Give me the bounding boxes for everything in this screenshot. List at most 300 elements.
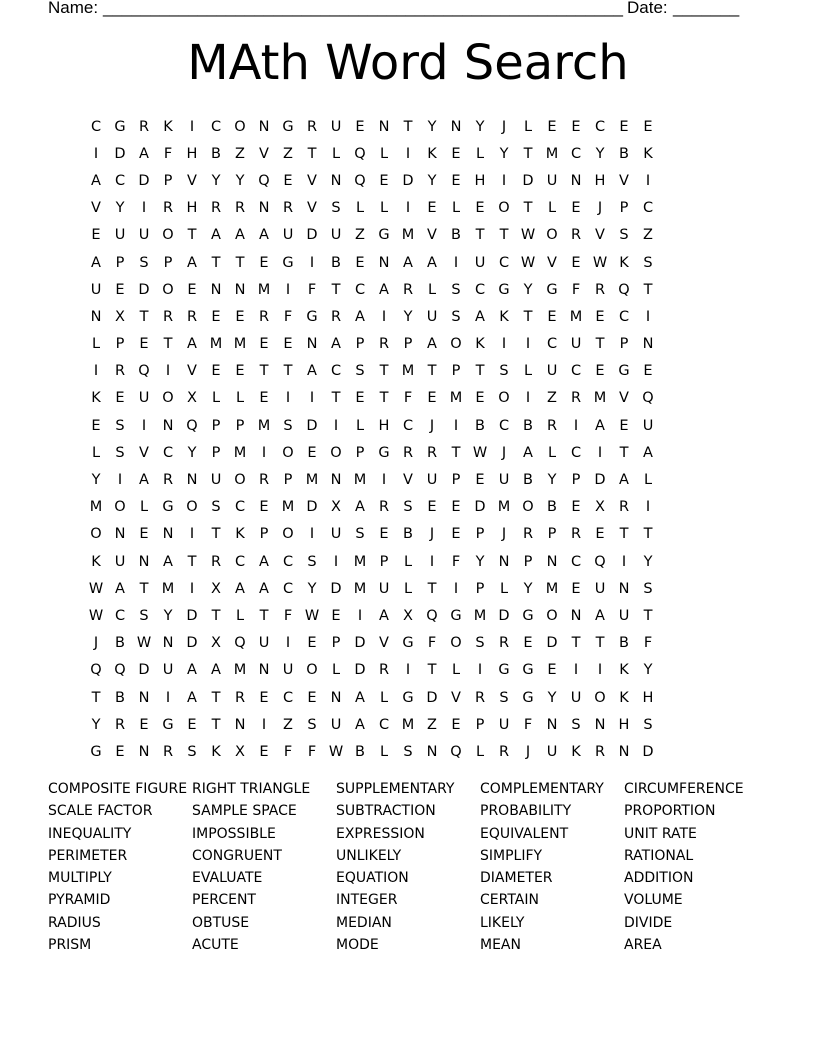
- grid-letter: T: [259, 607, 269, 624]
- grid-letter: C: [210, 118, 222, 135]
- grid-letter: C: [498, 254, 510, 271]
- grid-letter: Y: [499, 145, 509, 162]
- grid-letter: L: [139, 499, 149, 516]
- grid-letter: V: [547, 254, 557, 271]
- grid-letter: X: [187, 390, 197, 407]
- grid-letter: R: [210, 553, 222, 570]
- grid-letter: A: [235, 580, 245, 597]
- grid-letter: J: [501, 444, 507, 461]
- grid-letter: C: [330, 363, 342, 380]
- grid-letter: C: [570, 363, 582, 380]
- grid-letter: A: [595, 607, 605, 624]
- grid-letter: I: [333, 553, 339, 570]
- grid-letter: I: [405, 145, 411, 162]
- grid-letter: Y: [115, 200, 125, 217]
- grid-letter: A: [259, 580, 269, 597]
- grid-letter: U: [594, 580, 606, 597]
- grid-letter: N: [162, 417, 174, 434]
- grid-letter: E: [475, 200, 485, 217]
- grid-letter: O: [546, 607, 558, 624]
- grid-letter: R: [402, 281, 414, 298]
- grid-letter: C: [90, 118, 102, 135]
- grid-letter: L: [643, 472, 653, 489]
- grid-letter: R: [210, 200, 222, 217]
- word-item: RATIONAL: [624, 847, 694, 864]
- grid-letter: F: [571, 281, 581, 298]
- grid-letter: X: [235, 743, 245, 760]
- grid-letter: I: [93, 145, 99, 162]
- grid-letter: E: [379, 172, 389, 189]
- grid-letter: I: [453, 417, 459, 434]
- grid-letter: D: [354, 662, 366, 679]
- grid-letter: A: [355, 308, 365, 325]
- grid-letter: T: [451, 444, 461, 461]
- grid-letter: I: [501, 336, 507, 353]
- grid-letter: O: [90, 526, 102, 543]
- grid-letter: E: [451, 526, 461, 543]
- grid-letter: L: [523, 118, 533, 135]
- grid-letter: A: [403, 254, 413, 271]
- grid-letter: Q: [186, 417, 198, 434]
- grid-letter: U: [642, 417, 654, 434]
- grid-letter: R: [498, 635, 510, 652]
- grid-letter: A: [355, 499, 365, 516]
- grid-letter: H: [618, 716, 630, 733]
- grid-row: [84, 657, 732, 684]
- word-list: [48, 778, 768, 956]
- grid-letter: T: [139, 308, 149, 325]
- grid-row: [84, 195, 732, 222]
- grid-letter: E: [259, 336, 269, 353]
- grid-letter: T: [211, 689, 221, 706]
- name-field-line: _______________________________________________________: [103, 0, 624, 17]
- grid-letter: E: [355, 390, 365, 407]
- grid-letter: E: [451, 172, 461, 189]
- grid-letter: B: [475, 417, 485, 434]
- grid-letter: O: [522, 499, 534, 516]
- grid-letter: P: [475, 580, 485, 597]
- grid-letter: M: [353, 472, 367, 489]
- grid-letter: N: [618, 743, 630, 760]
- grid-letter: D: [306, 417, 318, 434]
- grid-letter: T: [211, 607, 221, 624]
- grid-letter: L: [475, 743, 485, 760]
- grid-letter: P: [475, 526, 485, 543]
- grid-letter: M: [401, 227, 415, 244]
- grid-letter: T: [307, 145, 317, 162]
- grid-letter: Y: [475, 118, 485, 135]
- grid-letter: N: [162, 635, 174, 652]
- grid-letter: N: [378, 118, 390, 135]
- grid-row: [84, 222, 732, 249]
- grid-letter: E: [307, 635, 317, 652]
- grid-row: [84, 140, 732, 167]
- grid-letter: K: [91, 390, 101, 407]
- grid-letter: R: [570, 390, 582, 407]
- grid-letter: R: [138, 118, 150, 135]
- grid-letter: J: [501, 118, 507, 135]
- grid-letter: Q: [258, 172, 270, 189]
- grid-letter: E: [355, 118, 365, 135]
- grid-letter: U: [138, 227, 150, 244]
- grid-letter: U: [426, 472, 438, 489]
- grid-letter: T: [379, 363, 389, 380]
- grid-letter: U: [498, 716, 510, 733]
- grid-letter: C: [234, 499, 246, 516]
- grid-letter: T: [619, 526, 629, 543]
- grid-letter: S: [475, 635, 485, 652]
- word-item: SUBTRACTION: [336, 803, 436, 820]
- grid-letter: L: [403, 580, 413, 597]
- grid-letter: L: [91, 444, 101, 461]
- grid-letter: O: [330, 444, 342, 461]
- grid-letter: Z: [427, 716, 437, 733]
- grid-letter: A: [355, 716, 365, 733]
- word-item: PYRAMID: [48, 892, 111, 909]
- grid-letter: L: [355, 417, 365, 434]
- grid-letter: I: [453, 580, 459, 597]
- grid-row: [84, 630, 732, 657]
- grid-letter: E: [619, 417, 629, 434]
- grid-letter: K: [619, 254, 629, 271]
- grid-letter: H: [642, 689, 654, 706]
- word-item: SCALE FACTOR: [48, 803, 153, 820]
- word-item: PERCENT: [192, 892, 256, 909]
- word-item: PROPORTION: [624, 803, 716, 820]
- grid-letter: Y: [523, 281, 533, 298]
- grid-letter: U: [426, 308, 438, 325]
- grid-letter: T: [475, 363, 485, 380]
- grid-letter: I: [429, 553, 435, 570]
- grid-letter: G: [282, 118, 294, 135]
- grid-letter: S: [307, 553, 317, 570]
- grid-letter: N: [162, 526, 174, 543]
- grid-letter: V: [91, 200, 101, 217]
- grid-letter: T: [91, 689, 101, 706]
- grid-letter: K: [211, 743, 221, 760]
- grid-letter: O: [282, 444, 294, 461]
- grid-letter: Q: [450, 743, 462, 760]
- grid-letter: R: [402, 444, 414, 461]
- grid-letter: L: [547, 200, 557, 217]
- grid-letter: P: [619, 200, 629, 217]
- grid-letter: Y: [211, 172, 221, 189]
- grid-letter: Z: [643, 227, 653, 244]
- grid-letter: Z: [547, 390, 557, 407]
- grid-letter: O: [234, 118, 246, 135]
- grid-letter: F: [163, 145, 173, 162]
- word-item: SIMPLIFY: [480, 847, 543, 864]
- date-label: Date:: [627, 0, 668, 17]
- grid-letter: Q: [594, 553, 606, 570]
- grid-letter: M: [257, 281, 271, 298]
- grid-letter: T: [211, 526, 221, 543]
- grid-letter: G: [618, 363, 630, 380]
- grid-letter: L: [331, 145, 341, 162]
- grid-letter: U: [114, 553, 126, 570]
- grid-row: [84, 276, 732, 303]
- grid-letter: C: [282, 580, 294, 597]
- grid-letter: X: [211, 635, 221, 652]
- grid-letter: C: [474, 281, 486, 298]
- grid-letter: Y: [91, 716, 101, 733]
- word-item: MULTIPLY: [48, 870, 112, 887]
- grid-letter: I: [309, 254, 315, 271]
- grid-letter: E: [139, 526, 149, 543]
- grid-letter: I: [261, 444, 267, 461]
- grid-letter: R: [258, 472, 270, 489]
- grid-letter: O: [450, 635, 462, 652]
- grid-letter: U: [330, 526, 342, 543]
- grid-letter: E: [595, 363, 605, 380]
- grid-letter: E: [571, 200, 581, 217]
- word-item: COMPLEMENTARY: [480, 781, 604, 797]
- grid-letter: S: [571, 716, 581, 733]
- grid-letter: C: [570, 145, 582, 162]
- grid-letter: K: [235, 526, 245, 543]
- grid-letter: T: [187, 553, 197, 570]
- grid-letter: P: [235, 417, 245, 434]
- grid-letter: T: [163, 336, 173, 353]
- grid-letter: C: [402, 417, 414, 434]
- grid-letter: V: [451, 689, 461, 706]
- grid-letter: R: [378, 336, 390, 353]
- grid-letter: L: [523, 363, 533, 380]
- grid-letter: U: [210, 472, 222, 489]
- grid-letter: T: [427, 662, 437, 679]
- grid-letter: N: [570, 607, 582, 624]
- grid-letter: L: [499, 580, 509, 597]
- word-item: DIAMETER: [480, 870, 553, 887]
- grid-letter: Q: [426, 607, 438, 624]
- grid-letter: R: [234, 200, 246, 217]
- grid-letter: D: [426, 689, 438, 706]
- grid-letter: D: [306, 499, 318, 516]
- grid-row: [84, 711, 732, 738]
- grid-letter: T: [379, 390, 389, 407]
- grid-letter: M: [233, 444, 247, 461]
- grid-letter: I: [381, 308, 387, 325]
- grid-letter: T: [619, 444, 629, 461]
- grid-letter: R: [594, 743, 606, 760]
- grid-letter: F: [283, 743, 293, 760]
- grid-letter: L: [379, 743, 389, 760]
- grid-letter: E: [259, 390, 269, 407]
- grid-letter: G: [282, 254, 294, 271]
- word-item: VOLUME: [624, 892, 683, 909]
- grid-letter: L: [211, 390, 221, 407]
- grid-letter: V: [427, 227, 437, 244]
- grid-letter: C: [642, 200, 654, 217]
- grid-letter: G: [90, 743, 102, 760]
- word-item: CERTAIN: [480, 892, 539, 909]
- grid-letter: S: [187, 743, 197, 760]
- grid-letter: M: [209, 336, 223, 353]
- grid-letter: P: [163, 172, 173, 189]
- grid-letter: R: [522, 526, 534, 543]
- grid-letter: Y: [403, 308, 413, 325]
- grid-letter: F: [403, 390, 413, 407]
- grid-letter: V: [307, 200, 317, 217]
- grid-letter: H: [186, 200, 198, 217]
- grid-letter: P: [259, 526, 269, 543]
- grid-letter: O: [498, 200, 510, 217]
- grid-letter: S: [451, 308, 461, 325]
- grid-letter: A: [187, 254, 197, 271]
- grid-letter: O: [162, 390, 174, 407]
- grid-letter: A: [91, 254, 101, 271]
- grid-letter: D: [138, 281, 150, 298]
- grid-letter: N: [114, 526, 126, 543]
- grid-letter: P: [283, 472, 293, 489]
- word-item: PRISM: [48, 937, 92, 954]
- grid-letter: W: [520, 254, 536, 271]
- grid-letter: B: [115, 635, 125, 652]
- page-title: MAth Word Search: [187, 35, 629, 91]
- grid-letter: U: [546, 743, 558, 760]
- grid-letter: I: [189, 580, 195, 597]
- grid-letter: E: [187, 716, 197, 733]
- grid-letter: G: [378, 227, 390, 244]
- grid-row: [84, 331, 732, 358]
- grid-letter: L: [547, 444, 557, 461]
- grid-letter: R: [474, 689, 486, 706]
- grid-letter: I: [645, 172, 651, 189]
- word-item: ADDITION: [624, 870, 694, 887]
- grid-letter: X: [595, 499, 605, 516]
- grid-letter: S: [115, 444, 125, 461]
- grid-letter: W: [88, 580, 104, 597]
- grid-letter: G: [522, 689, 534, 706]
- grid-letter: Y: [235, 172, 245, 189]
- grid-letter: E: [91, 227, 101, 244]
- grid-letter: C: [594, 118, 606, 135]
- grid-letter: V: [619, 172, 629, 189]
- grid-letter: N: [138, 743, 150, 760]
- grid-letter: E: [283, 172, 293, 189]
- grid-letter: L: [331, 662, 341, 679]
- grid-letter: T: [139, 580, 149, 597]
- grid-letter: T: [595, 635, 605, 652]
- grid-row: [84, 494, 732, 521]
- grid-letter: U: [378, 580, 390, 597]
- grid-letter: C: [282, 689, 294, 706]
- grid-letter: O: [306, 662, 318, 679]
- word-item: UNLIKELY: [336, 847, 402, 864]
- word-item: MODE: [336, 937, 379, 954]
- grid-letter: W: [304, 607, 320, 624]
- grid-letter: L: [427, 281, 437, 298]
- grid-letter: U: [114, 227, 126, 244]
- grid-letter: A: [259, 553, 269, 570]
- grid-letter: C: [162, 444, 174, 461]
- grid-letter: O: [162, 281, 174, 298]
- grid-letter: M: [593, 390, 607, 407]
- grid-letter: E: [547, 662, 557, 679]
- grid-letter: C: [114, 607, 126, 624]
- grid-letter: D: [138, 172, 150, 189]
- grid-letter: R: [162, 472, 174, 489]
- word-item: EQUATION: [336, 870, 409, 887]
- grid-letter: Y: [523, 580, 533, 597]
- grid-letter: K: [427, 145, 437, 162]
- grid-letter: A: [523, 444, 533, 461]
- grid-letter: K: [499, 308, 509, 325]
- grid-letter: N: [138, 689, 150, 706]
- grid-letter: E: [523, 635, 533, 652]
- grid-letter: G: [402, 689, 414, 706]
- grid-letter: M: [401, 716, 415, 733]
- grid-letter: L: [379, 145, 389, 162]
- grid-letter: S: [283, 417, 293, 434]
- grid-letter: V: [595, 227, 605, 244]
- grid-letter: R: [306, 118, 318, 135]
- grid-letter: U: [570, 689, 582, 706]
- grid-letter: I: [165, 363, 171, 380]
- grid-letter: D: [306, 227, 318, 244]
- grid-letter: Y: [643, 662, 653, 679]
- grid-letter: M: [497, 499, 511, 516]
- grid-letter: P: [379, 553, 389, 570]
- grid-letter: T: [235, 254, 245, 271]
- grid-letter: P: [451, 363, 461, 380]
- grid-letter: O: [114, 499, 126, 516]
- grid-letter: I: [117, 472, 123, 489]
- grid-letter: Y: [163, 607, 173, 624]
- grid-letter: K: [571, 743, 581, 760]
- grid-letter: G: [498, 662, 510, 679]
- word-item: COMPOSITE FIGURE: [48, 781, 188, 797]
- grid-letter: E: [451, 499, 461, 516]
- grid-letter: E: [259, 254, 269, 271]
- grid-letter: V: [139, 444, 149, 461]
- grid-letter: R: [570, 526, 582, 543]
- grid-letter: R: [114, 716, 126, 733]
- grid-letter: D: [114, 145, 126, 162]
- grid-letter: D: [186, 635, 198, 652]
- grid-letter: A: [259, 227, 269, 244]
- grid-letter: Y: [595, 145, 605, 162]
- grid-letter: B: [331, 254, 341, 271]
- grid-letter: P: [571, 472, 581, 489]
- grid-letter: E: [259, 743, 269, 760]
- grid-letter: R: [162, 200, 174, 217]
- word-item: INTEGER: [336, 892, 398, 909]
- grid-letter: S: [355, 526, 365, 543]
- grid-letter: V: [187, 363, 197, 380]
- grid-letter: I: [621, 553, 627, 570]
- grid-letter: M: [449, 390, 463, 407]
- grid-letter: G: [378, 444, 390, 461]
- grid-letter: E: [115, 281, 125, 298]
- word-column: [48, 778, 192, 956]
- grid-letter: C: [498, 417, 510, 434]
- grid-letter: B: [547, 499, 557, 516]
- grid-letter: A: [331, 336, 341, 353]
- grid-letter: Q: [642, 390, 654, 407]
- grid-letter: Q: [138, 363, 150, 380]
- grid-letter: Y: [547, 472, 557, 489]
- grid-letter: Q: [114, 662, 126, 679]
- grid-letter: N: [330, 472, 342, 489]
- grid-letter: U: [138, 390, 150, 407]
- grid-letter: A: [115, 580, 125, 597]
- grid-letter: S: [499, 363, 509, 380]
- grid-letter: T: [211, 254, 221, 271]
- grid-letter: E: [547, 118, 557, 135]
- grid-letter: U: [618, 607, 630, 624]
- grid-letter: P: [211, 444, 221, 461]
